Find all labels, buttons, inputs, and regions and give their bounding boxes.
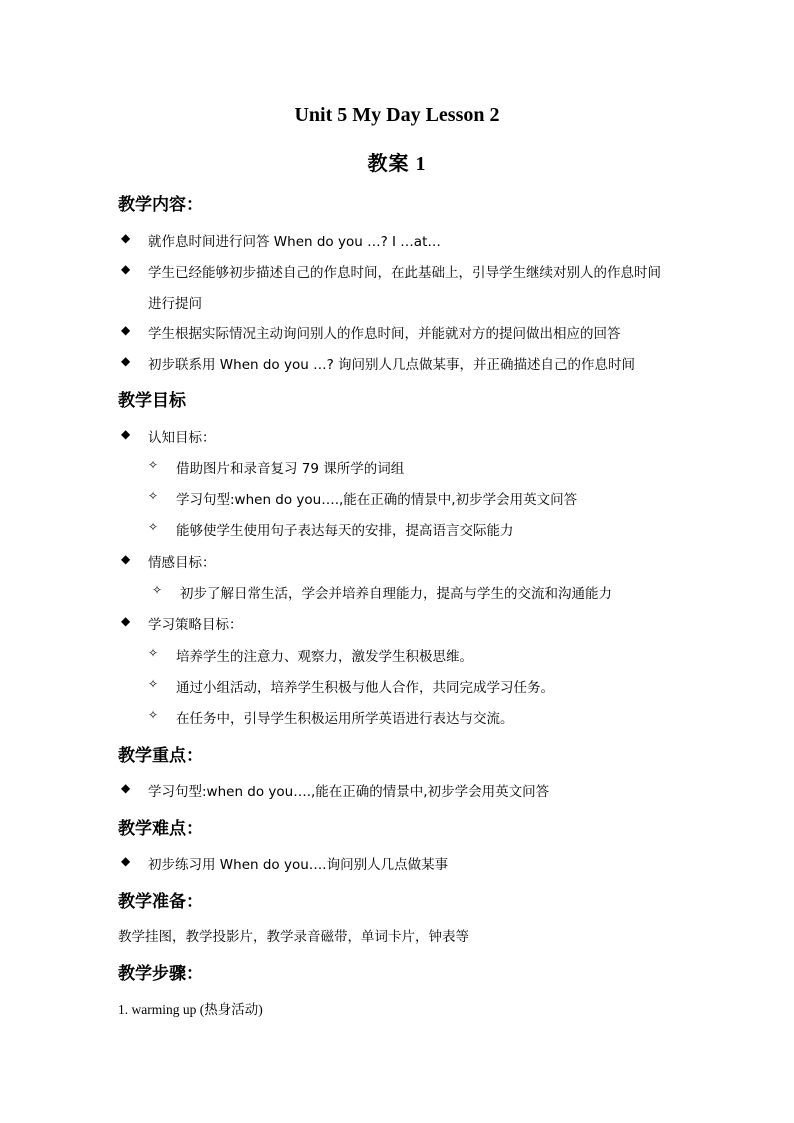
lesson-title: Unit 5 My Day Lesson 2 [294, 104, 500, 126]
goal-strategy-label: 学习策略目标： [148, 617, 243, 633]
content-item-2: 学生已经能够初步描述自己的作息时间，在此基础上，引导学生继续对别人的作息时间 [148, 265, 661, 281]
bullet-diamond-icon: ◆ [121, 231, 131, 245]
heading-steps: 教学步骤： [118, 964, 203, 984]
step-1: 1. warming up (热身活动) [118, 1002, 263, 1017]
strategy-item-1: 培养学生的注意力、观察力，激发学生积极思维。 [176, 649, 473, 665]
content-item-2-continued: 进行提问 [148, 296, 202, 312]
goal-cognitive-label: 认知目标： [148, 430, 216, 446]
bullet-diamond-icon: ◆ [121, 781, 131, 795]
cognitive-item-1: 借助图片和录音复习 79 课所学的词组 [176, 461, 405, 477]
bullet-diamond-icon: ◆ [121, 552, 131, 566]
heading-teaching-goals: 教学目标 [118, 391, 186, 411]
bullet-star-icon: ✧ [152, 583, 163, 597]
bullet-star-icon: ✧ [148, 520, 159, 534]
bullet-star-icon: ✧ [148, 708, 159, 722]
heading-difficulties: 教学难点： [118, 819, 203, 839]
cognitive-item-3: 能够使学生使用句子表达每天的安排，提高语言交际能力 [176, 523, 514, 539]
bullet-star-icon: ✧ [148, 677, 159, 691]
emotional-item-1: 初步了解日常生活，学会并培养自理能力，提高与学生的交流和沟通能力 [180, 586, 612, 602]
bullet-diamond-icon: ◆ [121, 354, 131, 368]
lesson-plan-subtitle: 教案 1 [367, 153, 427, 175]
content-item-3: 学生根据实际情况主动询问别人的作息时间，并能就对方的提问做出相应的回答 [148, 326, 621, 342]
goal-emotional-label: 情感目标： [148, 555, 216, 571]
cognitive-item-2: 学习句型:when do you….,能在正确的情景中,初步学会用英文问答 [176, 492, 578, 508]
bullet-star-icon: ✧ [148, 458, 159, 472]
bullet-star-icon: ✧ [148, 646, 159, 660]
content-item-4: 初步联系用 When do you …? 询问别人几点做某事，并正确描述自己的作息时间 [148, 357, 636, 373]
heading-teaching-content: 教学内容： [118, 195, 203, 215]
bullet-diamond-icon: ◆ [121, 323, 131, 337]
heading-key-points: 教学重点： [118, 746, 203, 766]
key-point-item-1: 学习句型:when do you….,能在正确的情景中,初步学会用英文问答 [148, 784, 550, 800]
preparation-text: 教学挂图，教学投影片，教学录音磁带，单词卡片，钟表等 [118, 929, 469, 945]
content-item-1: 就作息时间进行问答 When do you …? I …at… [148, 234, 441, 250]
bullet-diamond-icon: ◆ [121, 427, 131, 441]
difficulty-item-1: 初步练习用 When do you….询问别人几点做某事 [148, 857, 449, 873]
bullet-diamond-icon: ◆ [121, 614, 131, 628]
bullet-diamond-icon: ◆ [121, 262, 131, 276]
bullet-diamond-icon: ◆ [121, 854, 131, 868]
strategy-item-2: 通过小组活动，培养学生积极与他人合作，共同完成学习任务。 [176, 680, 554, 696]
heading-preparation: 教学准备： [118, 892, 203, 912]
bullet-star-icon: ✧ [148, 489, 159, 503]
strategy-item-3: 在任务中，引导学生积极运用所学英语进行表达与交流。 [176, 711, 514, 727]
